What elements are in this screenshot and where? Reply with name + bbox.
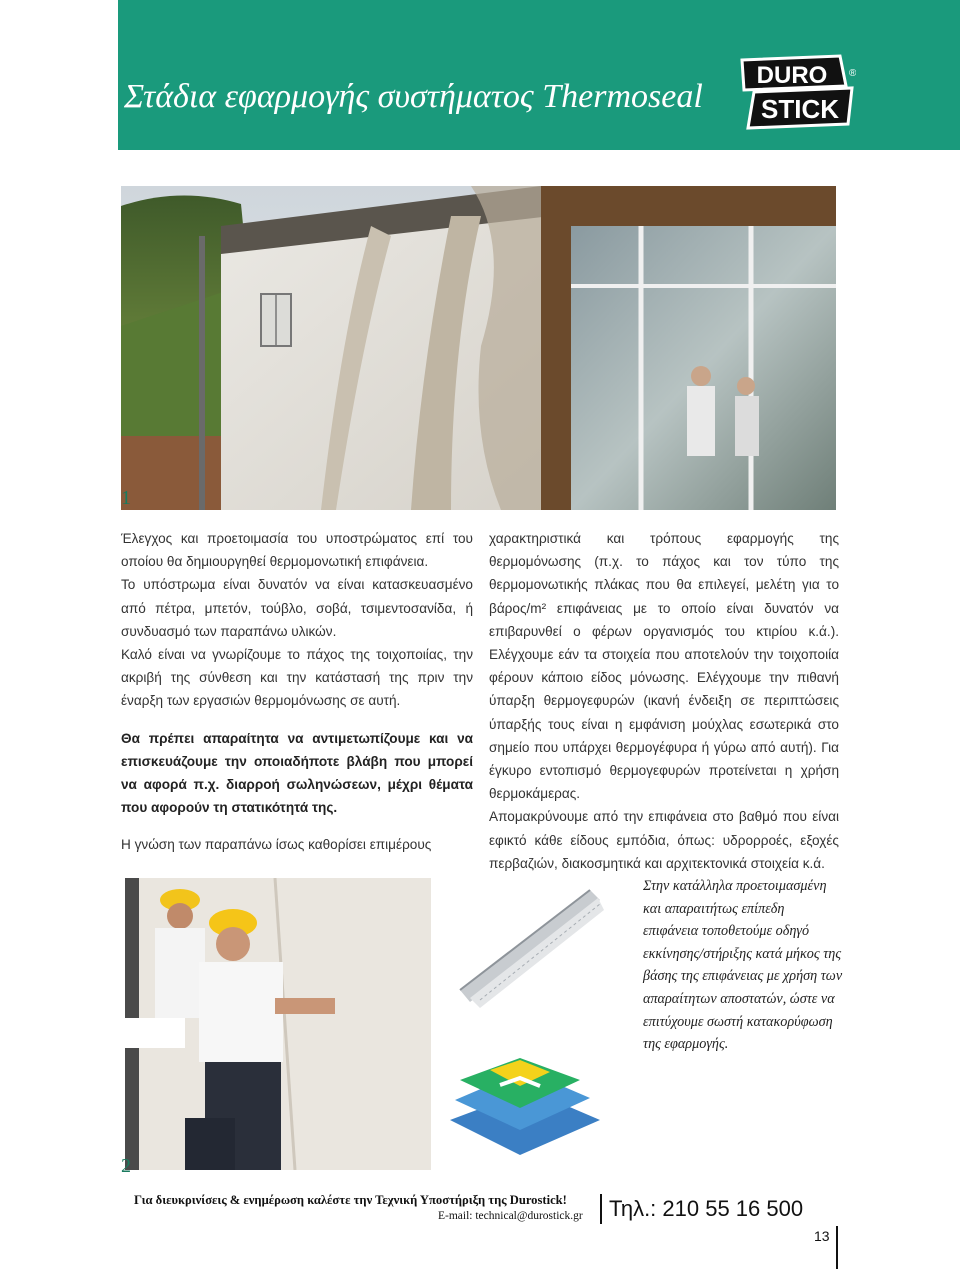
page-number-divider — [836, 1226, 838, 1269]
photo-wall-preparation — [121, 186, 836, 510]
paragraph: Απομακρύνουμε από την επιφάνεια στο βαθμό που είναι εφικτό κάθε είδους εμπόδια, όπως: υδρορροές, εξοχές περβαζιών, διακοσμητικά και αρχιτεκτονικά στοιχεία κ.ά. — [489, 809, 839, 871]
paragraph: Το υπόστρωμα είναι δυνατόν να είναι κατασκευασμένο από πέτρα, μπετόν, τούβλο, σοβά, τσιμεντοσανίδα, ή συνδυασμό των παραπάνω υλικών. — [121, 577, 473, 639]
bold-paragraph: Θα πρέπει απαραίτητα να αντιμετωπίζουμε και να επισκευάζουμε την οποιαδήποτε βλάβη που μπορεί να αφορά π.χ. διαρροή σωληνώσεων, μέχρι θέματα που αφορούν τη στατικότητά της. — [121, 730, 473, 816]
step1-right-column — [489, 527, 839, 875]
support-email[interactable]: E-mail: technical@durostick.gr — [438, 1210, 583, 1222]
footer-divider — [600, 1194, 602, 1224]
step2-caption: Στην κατάλληλα προετοιμασμένη και απαραιτήτως επίπεδη επιφάνεια τοποθετούμε οδηγό εκκίνησης/στήριξης κατά μήκος της βάσης της επιφάνειας με χρήση των απαραίτητων αποστατών, ώστε να επιτύχουμε σωστή κατακορύφωση της εφαρμογής. — [643, 878, 843, 1053]
header-band — [118, 0, 960, 150]
paragraph: Η γνώση των παραπάνω ίσως καθορίσει επιμέρους — [121, 837, 432, 853]
support-text: Για διευκρινίσεις & ενημέρωση καλέστε την Τεχνική Υποστήριξη της Durostick! — [134, 1193, 567, 1207]
paragraph: χαρακτηριστικά και τρόπους εφαρμογής της θερμομόνωσης (π.χ. το πάχος και τον τύπο της θερμομονωτικής πλάκας που θα επιλεγεί, μελέτη για το βάρος/m² επιφάνειας με το οποίο είναι δυνατόν να επιβαρυνθεί ο φέρων οργανισμός του κτιρίου κ.ά.). Ελέγχουμε εάν τα στοιχεία που αποτελούν την τοιχοποιία φέρουν κάποιο είδος μόνωσης. Ελέγχουμε την πιθανή ύπαρξη θερμογεφυρών (ικανή ένδειξη σε περιπτώσεις ύπαρξής τους είναι η εμφάνιση μούχλας εσωτερικά στο σημείο που υπάρχει θερμογέφυρα ή γύρω από αυτή). Για έγκυρο εντοπισμό θερμογεφυρών προτείνεται η χρήση θερμοκάμερας. — [489, 531, 839, 802]
durostick-logo — [736, 52, 856, 132]
logo-text-bottom: STICK — [761, 94, 839, 124]
logo-registered-mark: ® — [849, 68, 856, 79]
page-number: 13 — [814, 1228, 830, 1244]
step-number-2: 2 — [121, 1155, 131, 1177]
photo-spacers — [440, 1030, 610, 1162]
paragraph: Καλό είναι να γνωρίζουμε το πάχος της τοιχοποιίας, την ακριβή της σύνθεση και την κατάστασή της πριν την έναρξη των εργασιών θερμομόνωσης σε αυτή. — [121, 647, 473, 709]
logo-text-top: DURO — [756, 62, 828, 89]
step1-left-column — [121, 527, 473, 857]
photo-starter-rail — [440, 880, 610, 1010]
paragraph: Έλεγχος και προετοιμασία του υποστρώματος επί του οποίου θα δημιουργηθεί θερμομονωτική επιφάνεια. — [121, 531, 473, 570]
support-phone[interactable]: Τηλ.: 210 55 16 500 — [609, 1196, 804, 1221]
page-title: Στάδια εφαρμογής συστήματος Thermoseal — [124, 78, 703, 115]
step-number-1: 1 — [121, 487, 131, 509]
photo-workers-fixing-rail — [125, 878, 431, 1170]
